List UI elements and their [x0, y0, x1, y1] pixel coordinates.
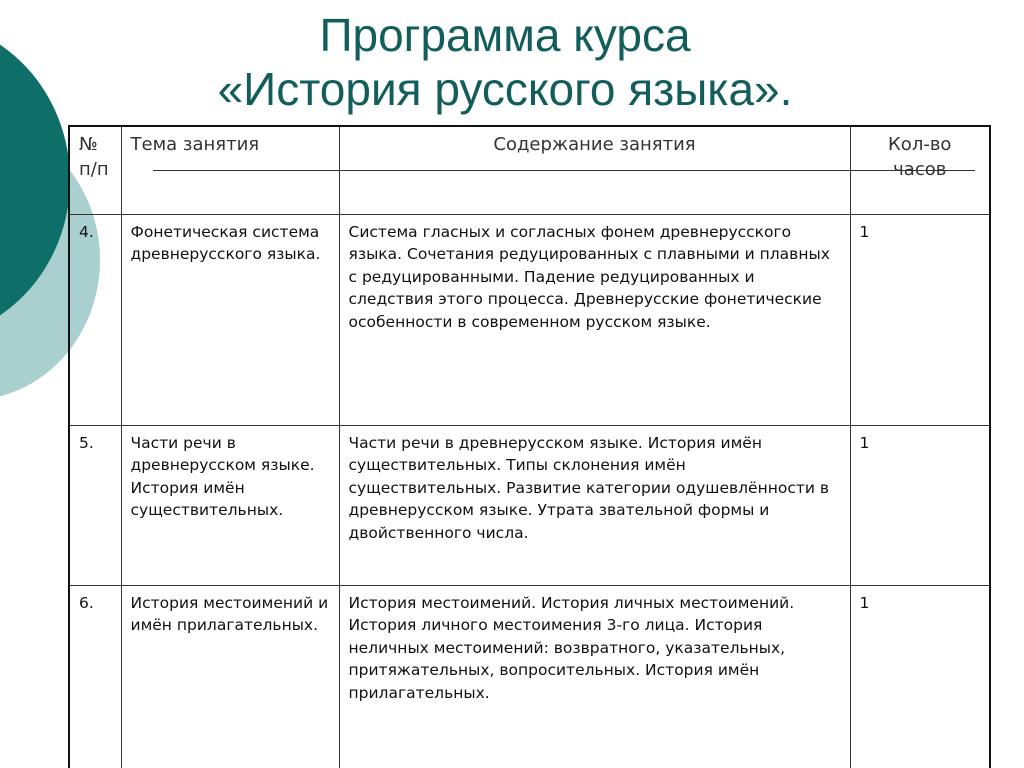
- cell-hours: 1: [850, 214, 990, 425]
- header-hours: Кол-во часов: [850, 126, 990, 214]
- title-line-1: Программа курса: [319, 9, 691, 61]
- cell-number: 4.: [69, 214, 121, 425]
- cell-number: 6.: [69, 585, 121, 768]
- header-topic: Тема занятия: [121, 126, 339, 214]
- cell-topic: Части речи в древнерусском языке. История имён существительных.: [121, 425, 339, 585]
- header-number: № п/п: [69, 126, 121, 214]
- slide-title: [100, 8, 910, 116]
- course-program-table: [68, 125, 991, 768]
- title-line-2: «История русского языка».: [217, 63, 793, 115]
- cell-topic: Фонетическая система древнерусского языка.: [121, 214, 339, 425]
- cell-number: 5.: [69, 425, 121, 585]
- header-rule-line: [153, 170, 975, 171]
- cell-hours: 1: [850, 425, 990, 585]
- cell-content: Части речи в древнерусском языке. История имён существительных. Типы склонения имён существительных. Развитие категории одушевлённости в древнерусском языке. Утрата звательной формы и двойственного числа.: [339, 425, 850, 585]
- table-row: [69, 214, 990, 425]
- table-row: [69, 585, 990, 768]
- cell-hours: 1: [850, 585, 990, 768]
- header-content: Содержание занятия: [339, 126, 850, 214]
- table-row: [69, 425, 990, 585]
- cell-content: История местоимений. История личных местоимений. История личного местоимения 3-го лица. История неличных местоимений: возвратного, указательных, притяжательных, вопросительных. История имён прилагательных.: [339, 585, 850, 768]
- cell-topic: История местоимений и имён прилагательных.: [121, 585, 339, 768]
- cell-content: Система гласных и согласных фонем древнерусского языка. Сочетания редуцированных с плавными и плавных с редуцированными. Падение редуцированных и следствия этого процесса. Древнерусские фонетические особенности в современном русском языке.: [339, 214, 850, 425]
